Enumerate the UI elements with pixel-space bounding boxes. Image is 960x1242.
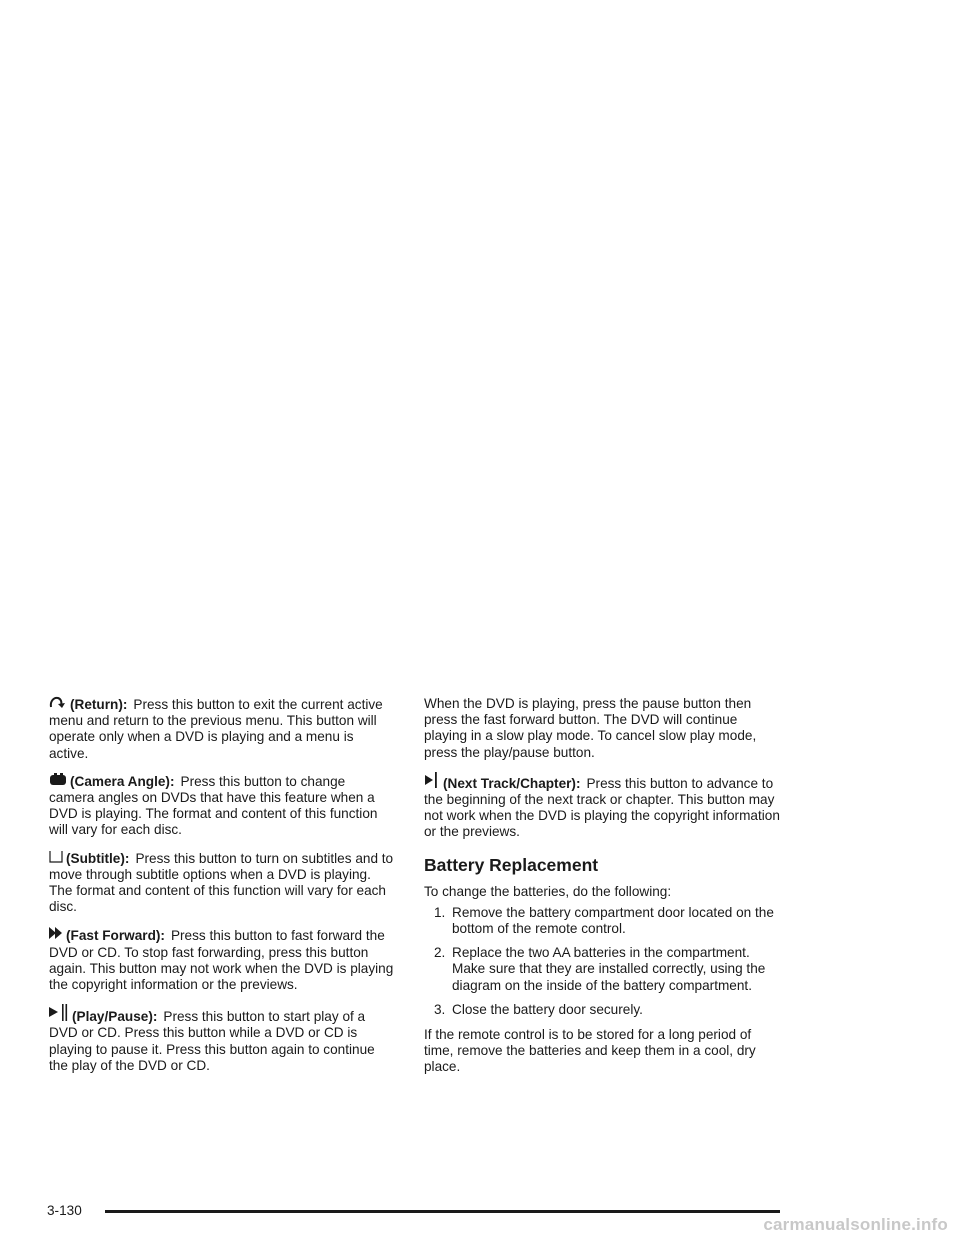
next-track-icon	[424, 772, 440, 788]
list-item	[424, 945, 784, 994]
step-text: Close the battery door securely.	[452, 1001, 643, 1017]
fast-forward-text: Press this button to fast forward the DVD or CD. To stop fast forwarding, press this button again. This button may not work when the DVD is playing the copyright information or the previews.	[49, 928, 394, 993]
play-pause-term: (Play/Pause):	[72, 1009, 158, 1025]
list-item	[424, 905, 784, 937]
camera-text: Press this button to change camera angles on DVDs that have this feature when a DVD is playing. The format and content of this function will vary for each disc.	[49, 773, 378, 838]
step-number: 2.	[434, 945, 446, 961]
intro-paragraph: To change the batteries, do the following:	[424, 883, 672, 899]
return-term: (Return):	[70, 697, 128, 712]
subtitle-icon	[49, 850, 63, 863]
subtitle-term: (Subtitle):	[66, 850, 130, 866]
steps-list	[424, 905, 784, 1018]
play-pause-text: Press this button to start play of a DVD or CD. Press this button while a DVD or CD is playing to pause it. Press this button again to continue the play of the DVD or CD.	[49, 1009, 375, 1073]
camera-icon	[49, 773, 67, 786]
play-pause-entry	[49, 1004, 394, 1074]
fast-forward-icon	[49, 926, 63, 940]
return-entry	[49, 696, 394, 762]
return-icon	[49, 696, 67, 709]
next-track-entry	[424, 772, 784, 841]
next-track-text: Press this button to advance to the beginning of the next track or chapter. This button may not work when the DVD is playing the copyright information or the previews.	[424, 775, 780, 840]
list-item	[424, 1002, 784, 1018]
slow-play-paragraph: When the DVD is playing, press the pause button then press the fast forward button. The DVD will continue playing in a slow play mode. To cancel slow play mode, press the play/pause button.	[424, 696, 757, 760]
return-text: Press this button to exit the current active menu and return to the previous menu. This button will operate only when a DVD is playing and a menu is active.	[49, 697, 383, 761]
watermark: carmanualsonline.info	[763, 1215, 948, 1234]
camera-term: (Camera Angle):	[70, 773, 175, 789]
fast-forward-entry	[49, 926, 394, 993]
section-heading: Battery Replacement	[424, 854, 599, 875]
step-number: 3.	[434, 1001, 446, 1017]
step-text: Remove the battery compartment door located on the bottom of the remote control.	[452, 904, 774, 937]
subtitle-text: Press this button to turn on subtitles and to move through subtitle options when a DVD is playing. The format and content of this function will vary for each disc.	[49, 850, 394, 915]
fast-forward-term: (Fast Forward):	[66, 928, 165, 944]
page-number: 3-130	[47, 1203, 82, 1218]
footer-divider	[105, 1210, 780, 1213]
play-pause-icon	[49, 1004, 69, 1021]
left-column	[49, 696, 394, 1085]
subtitle-entry	[49, 850, 394, 916]
step-text: Replace the two AA batteries in the compartment. Make sure that they are installed correctly, using the diagram on the inside of the battery compartment.	[452, 945, 766, 993]
right-column	[424, 696, 784, 1087]
camera-entry	[49, 773, 394, 839]
closing-paragraph: If the remote control is to be stored for a long period of time, remove the batteries and keep them in a cool, dry place.	[424, 1027, 756, 1075]
step-number: 1.	[434, 904, 446, 920]
next-track-term: (Next Track/Chapter):	[443, 775, 581, 791]
